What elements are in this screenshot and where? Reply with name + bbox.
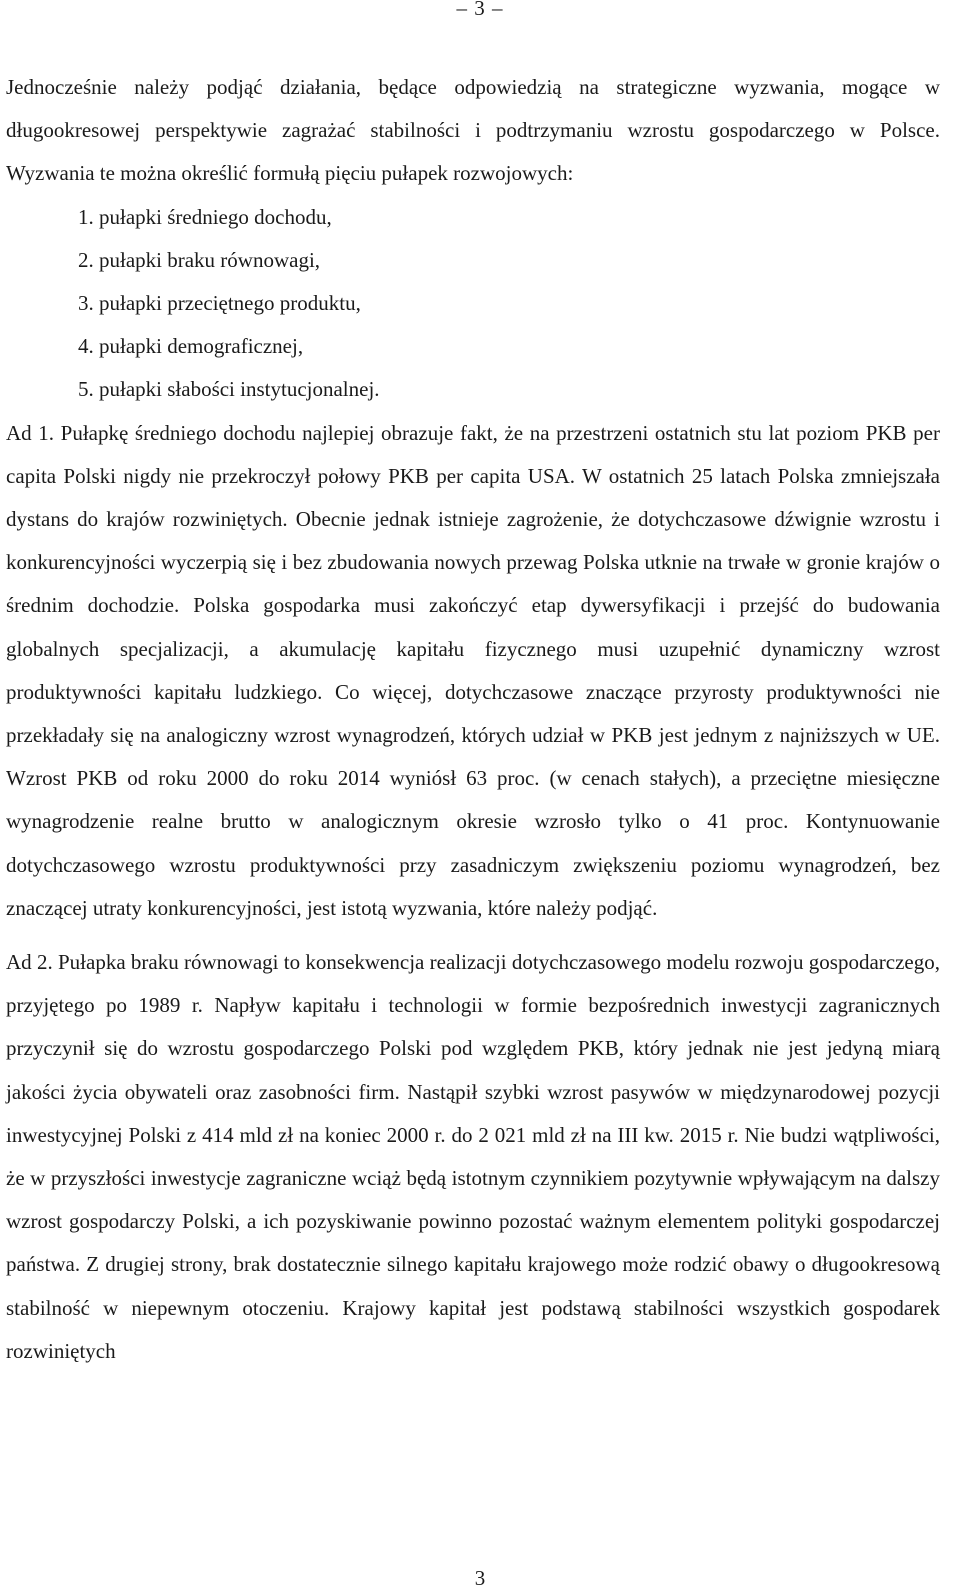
page-header: – 3 – (456, 0, 504, 20)
paragraph-ad-2: Ad 2. Pułapka braku równowagi to konsekwencja realizacji dotychczasowego modelu rozwoju gospodarczego, przyjętego po 1989 r. Napływ kapitału i technologii w formie bezpośrednich inwestycji zagranicznych przyczynił się do wzrostu gospodarczego Polski pod względem PKB, który jednak nie jest jedyną miarą jakości życia obywateli oraz zasobności firm. Nastąpił szybki wzrost pasywów w międzynarodowej pozycji inwestycyjnej Polski z 414 mld zł na koniec 2000 r. do 2 021 mld zł na III kw. 2015 r. Nie budzi wątpliwości, że w przyszłości inwestycje zagraniczne wciąż będą istotnym czynnikiem pozytywnie wpływającym na dalszy wzrost gospodarczy Polski, a ich pozyskiwanie powinno pozostać ważnym elementem polityki gospodarczej państwa. Z drugiej strony, brak dostatecznie silnego kapitału krajowego może rodzić obawy o długookresową stabilność w niepewnym otoczeniu. Krajowy kapitał jest podstawą stabilności wszystkich gospodarek rozwiniętych (6, 950, 940, 1363)
list-item: 2. pułapki braku równowagi, (78, 247, 321, 272)
list-item: 5. pułapki słabości instytucjonalnej. (78, 377, 380, 402)
list-item: 1. pułapki średniego dochodu, (78, 204, 332, 229)
page-number: 3 (474, 1566, 486, 1590)
document-body (6, 66, 940, 1373)
paragraph-ad-1: Ad 1. Pułapkę średniego dochodu najlepiej obrazuje fakt, że na przestrzeni ostatnich stu lat poziom PKB per capita Polski nigdy nie przekroczył połowy PKB per capita USA. W ostatnich 25 latach Polska zmniejszała dystans do krajów rozwiniętych. Obecnie jednak istnieje zagrożenie, że dotychczasowe dźwignie wzrostu i konkurencyjności wyczerpią się i bez zbudowania nowych przewag Polska utknie na trwałe w gronie krajów o średnim dochodzie. Polska gospodarka musi zakończyć etap dywersyfikacji i przejść do budowania globalnych specjalizacji, a akumulację kapitału fizycznego musi uzupełnić dynamiczny wzrost produktywności kapitału ludzkiego. Co więcej, dotychczasowe znaczące przyrosty produktywności nie przekładały się na analogiczny wzrost wynagrodzeń, których udział w PKB jest jednym z najniższych w UE. Wzrost PKB od roku 2000 do roku 2014 wyniósł 63 proc. (w cenach stałych), a przeciętne miesięczne wynagrodzenie realne brutto w analogicznym okresie wzrosło tylko o 41 proc. Kontynuowanie dotychczasowego wzrostu produktywności przy zasadniczym zwiększeniu poziomu wynagrodzeń, bez znaczącej utraty konkurencyjności, jest istotą wyzwania, które należy podjąć. (6, 420, 940, 920)
intro-paragraph: Jednocześnie należy podjąć działania, będące odpowiedzią na strategiczne wyzwania, mogące w długookresowej perspektywie zagrażać stabilności i podtrzymaniu wzrostu gospodarczego w Polsce. Wyzwania te można określić formułą pięciu pułapek rozwojowych: (6, 75, 940, 186)
development-traps-list (6, 196, 940, 412)
list-item: 4. pułapki demograficznej, (78, 334, 304, 359)
list-item: 3. pułapki przeciętnego produktu, (78, 291, 361, 316)
